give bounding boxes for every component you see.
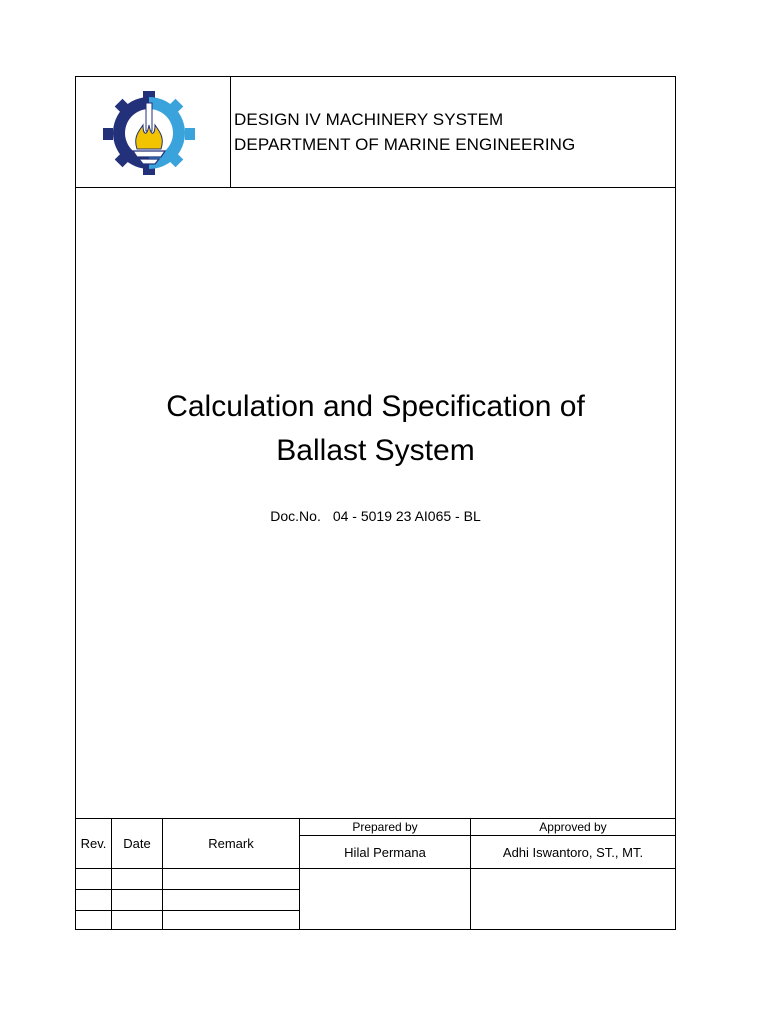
document-number <box>76 508 675 524</box>
rev-cell <box>76 889 111 910</box>
prepared-by-name: Hilal Permana <box>299 835 470 868</box>
title-line-1: Calculation and Specification of <box>166 390 585 423</box>
date-cell <box>111 868 162 889</box>
remark-cell <box>162 868 299 889</box>
approved-by-label: Approved by <box>470 818 675 835</box>
prepared-signature-box <box>299 868 470 930</box>
document-frame <box>75 76 676 930</box>
remark-cell <box>162 889 299 910</box>
rev-cell <box>76 868 111 889</box>
document-header <box>76 77 675 188</box>
revision-signoff-table <box>76 818 675 930</box>
institution-emblem-icon <box>103 91 195 175</box>
doc-number-value: 04 - 5019 23 AI065 - BL <box>332 508 481 524</box>
course-title: DESIGN IV MACHINERY SYSTEM <box>234 110 504 129</box>
date-cell <box>111 889 162 910</box>
doc-number-label: Doc.No. <box>270 508 321 524</box>
title-line-2: Ballast System <box>276 434 475 467</box>
rev-cell <box>76 910 111 930</box>
logo-cell <box>76 77 231 187</box>
date-cell <box>111 910 162 930</box>
header-text <box>234 107 575 157</box>
department-name: DEPARTMENT OF MARINE ENGINEERING <box>234 135 576 154</box>
torch-flame <box>133 103 165 164</box>
remark-column-header: Remark <box>162 818 299 868</box>
approved-by-name: Adhi Iswantoro, ST., MT. <box>470 835 675 868</box>
prepared-by-label: Prepared by <box>299 818 470 835</box>
approved-signature-box <box>470 868 675 930</box>
date-column-header: Date <box>111 818 162 868</box>
remark-cell <box>162 910 299 930</box>
rev-column-header: Rev. <box>76 818 111 868</box>
document-title <box>76 385 675 473</box>
